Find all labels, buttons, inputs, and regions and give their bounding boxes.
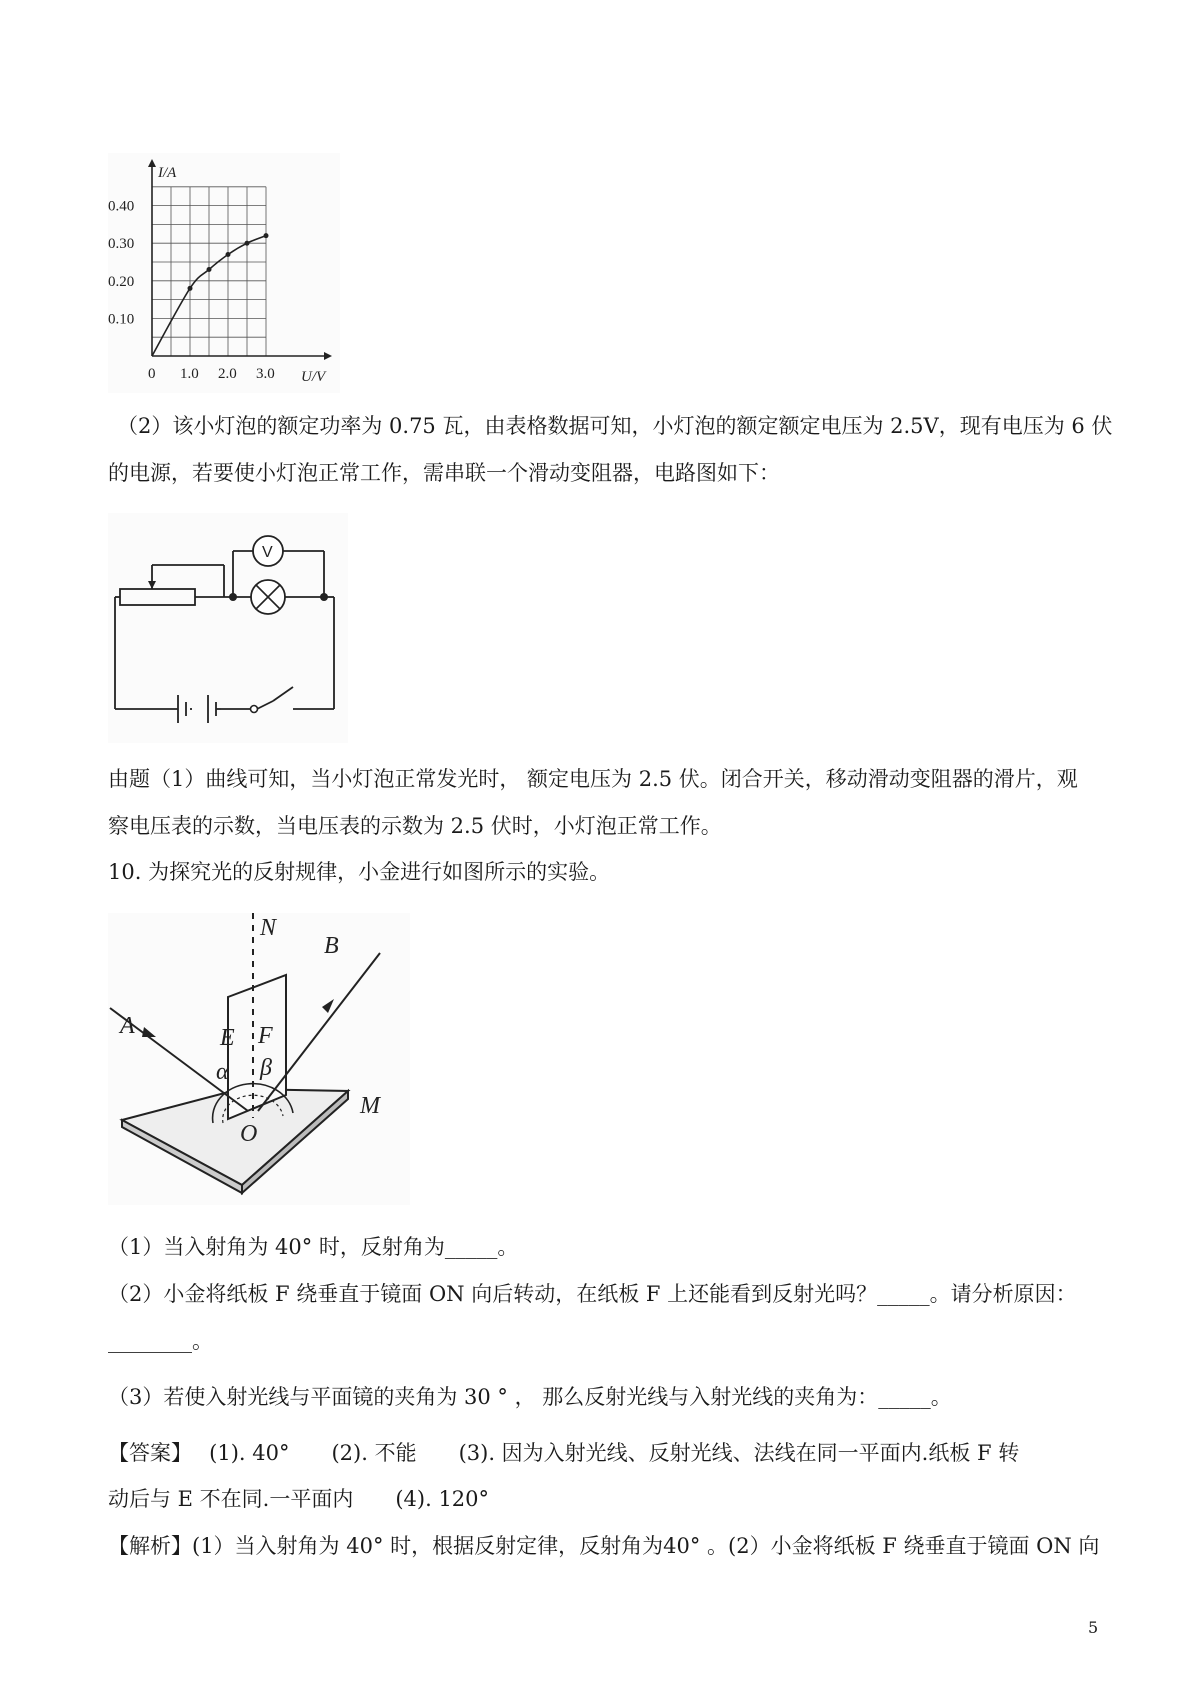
- page-number: 5: [1088, 1618, 1099, 1637]
- x-tick-label: 0: [148, 366, 156, 382]
- sub-question-2-blank: ________。: [108, 1329, 213, 1353]
- sub-question-1: （1）当入射角为 40° 时，反射角为_____。: [108, 1235, 519, 1259]
- switch-contact: [251, 706, 258, 713]
- y-axis-label: I/A: [158, 165, 177, 181]
- y-tick-label: 0.20: [108, 273, 135, 290]
- text-line-3: 由题（1）曲线可知，当小灯泡正常发光时， 额定电压为 2.5 伏。闭合开关，移动滑动变阻器的滑片，观: [108, 767, 1078, 791]
- label-b: B: [324, 933, 339, 959]
- data-point: [245, 241, 250, 246]
- x-tick-label: 1.0: [180, 366, 199, 382]
- sub-question-2: （2）小金将纸板 F 绕垂直于镜面 ON 向后转动，在纸板 F 上还能看到反射光吗？_____。请分析原因：: [108, 1282, 1077, 1306]
- circuit-svg: [108, 513, 348, 743]
- label-a: A: [120, 1013, 135, 1039]
- sub-question-3: （3）若使入射光线与平面镜的夹角为 30 ° ， 那么反射光线与入射光线的夹角为：_____。: [108, 1385, 952, 1409]
- rheostat-body: [120, 589, 195, 605]
- label-beta: β: [260, 1055, 272, 1081]
- answer-line-2: 动后与 E 不在同.一平面内 (4). 120°: [108, 1487, 490, 1511]
- y-tick-label: 0.30: [108, 236, 135, 253]
- x-tick-label: 2.0: [218, 366, 237, 382]
- x-axis-label: U/V: [301, 369, 326, 385]
- x-axis-arrow: [324, 352, 332, 360]
- iu-graph-figure: [108, 153, 340, 393]
- junction-left: [229, 593, 237, 601]
- paper-board: [228, 975, 286, 1119]
- analysis-line-1: 【解析】(1）当入射角为 40° 时，根据反射定律，反射角为40° 。(2）小金将纸板 F 绕垂直于镜面 ON 向: [108, 1534, 1100, 1558]
- y-tick-label: 0.10: [108, 311, 135, 328]
- label-n: N: [260, 915, 277, 941]
- data-point: [188, 286, 193, 291]
- data-point: [207, 267, 212, 272]
- text-line-2: 的电源，若要使小灯泡正常工作，需串联一个滑动变阻器，电路图如下：: [108, 461, 780, 485]
- iu-graph: [108, 153, 340, 393]
- incident-arrow: [142, 1027, 156, 1037]
- reflection-experiment-figure: [108, 913, 410, 1205]
- answer-line-1: 【答案】 (1). 40° (2). 不能 (3). 因为入射光线、反射光线、法线在同一平面内.纸板 F 转: [108, 1441, 1020, 1465]
- label-f: F: [258, 1023, 273, 1049]
- slider-arrow: [148, 581, 156, 589]
- switch-blade: [273, 687, 293, 701]
- label-m: M: [360, 1093, 380, 1119]
- voltmeter-label: V: [262, 544, 273, 561]
- y-tick-label: 0.40: [108, 198, 135, 215]
- x-tick-label: 3.0: [256, 366, 275, 382]
- label-e: E: [220, 1025, 235, 1051]
- y-axis-arrow: [148, 159, 156, 167]
- reflection-svg: [108, 913, 410, 1205]
- label-alpha: α: [216, 1059, 229, 1085]
- junction-right: [320, 593, 328, 601]
- label-o: O: [240, 1121, 258, 1147]
- text-line-4: 察电压表的示数，当电压表的示数为 2.5 伏时，小灯泡正常工作。: [108, 814, 722, 838]
- data-point: [226, 252, 231, 257]
- reflected-arrow: [322, 999, 334, 1013]
- battery: [178, 695, 221, 723]
- data-point: [264, 233, 269, 238]
- circuit-diagram: [108, 513, 348, 743]
- question-10-title: 10. 为探究光的反射规律，小金进行如图所示的实验。: [108, 860, 611, 884]
- text-line-1: （2）该小灯泡的额定功率为 0.75 瓦，由表格数据可知，小灯泡的额定额定电压为 2.5V，现有电压为 6 伏: [117, 414, 1113, 438]
